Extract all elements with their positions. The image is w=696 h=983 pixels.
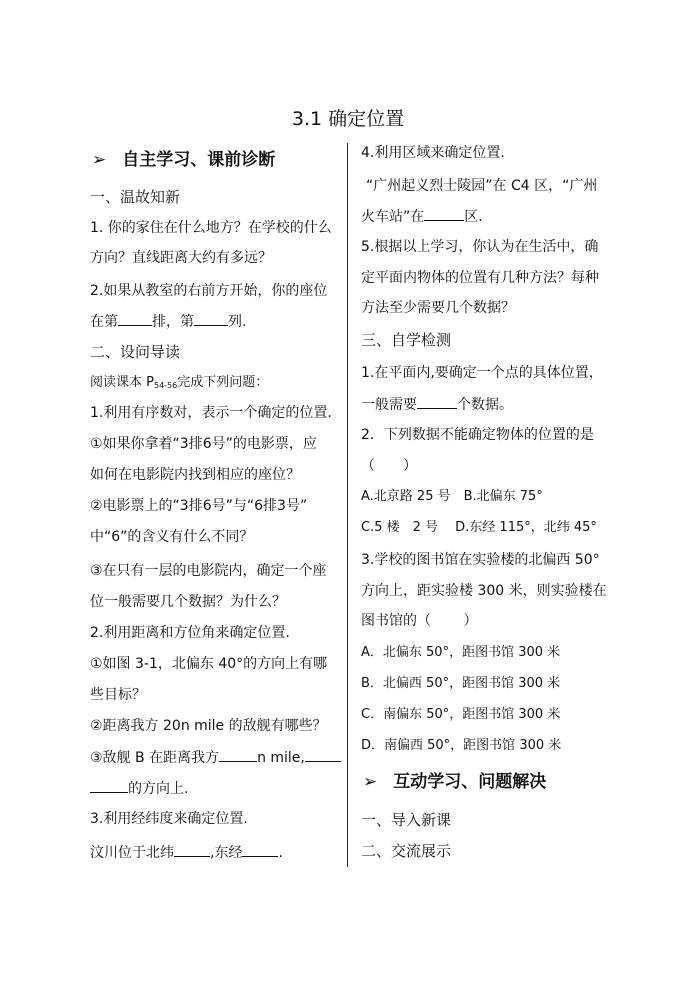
section-heading-interactive: ➢ 互动学习、问题解决 [363, 772, 547, 792]
question-1-line-1: 1. 你的家住在什么地方？在学校的什么 [90, 220, 332, 236]
column-divider [347, 143, 348, 867]
answer-blank[interactable] [305, 747, 341, 762]
question-1-line-2: 方向？直线距离大约有多远？ [90, 250, 272, 266]
check-2-line-2: （ ） [361, 458, 417, 474]
question-2-line-2: 在第 排，第 列. [90, 311, 246, 332]
heading-new-lesson: 一、导入新课 [361, 811, 452, 829]
part-4-a-line-2: 火车站”在 区. [361, 206, 483, 227]
part-1-a-line-1: ①如果你拿着“3排6号”的电影票，应 [90, 436, 317, 452]
check-1-line-2: 一般需要 个数据。 [361, 394, 513, 415]
option-a: A．北偏东 50°，距图书馆 300 米 [361, 645, 561, 660]
part-2-a-line-2: 些目标？ [90, 687, 146, 703]
page-title: 3.1 确定位置 [291, 108, 405, 130]
part-1-title: 1.利用有序数对，表示一个确定的位置. [90, 405, 332, 421]
part-2-b: ②距离我方 20n mile 的敌舰有哪些？ [90, 718, 327, 734]
check-1-line-1: 1.在平面内,要确定一个点的具体位置， [361, 365, 603, 381]
part-5-line-2: 定平面内物体的位置有几种方法？每种 [361, 270, 599, 286]
heading-self-check: 三、自学检测 [361, 331, 452, 349]
part-1-b-line-1: ②电影票上的“3排6号”与“6排3号” [90, 498, 308, 514]
answer-blank[interactable] [219, 747, 257, 762]
part-2-title: 2.利用距离和方位角来确定位置. [90, 625, 290, 641]
part-2-c-line-1: ③敌舰 B 在距离我方 n mile, [90, 747, 341, 768]
question-2-line-1: 2.如果从教室的右前方开始，你的座位 [90, 283, 328, 299]
check-2-options-ab: A.北京路 25 号 B.北偏东 75° [361, 489, 543, 504]
heading-exchange: 二、交流展示 [361, 842, 452, 860]
part-3-title: 3.利用经纬度来确定位置. [90, 811, 248, 827]
reading-instruction: 阅读课本 $P_{54-56}$完成下列问题： [90, 375, 269, 390]
check-3-line-2: 方向上，距实验楼 300 米，则实验楼在 [361, 583, 607, 599]
heading-guide: 二、设问导读 [90, 343, 181, 361]
heading-review: 一、温故知新 [90, 188, 181, 206]
section-heading-self-study: ➢ 自主学习、课前诊断 [92, 150, 276, 170]
part-5-line-3: 方法至少需要几个数据？ [361, 300, 515, 316]
part-2-a-line-1: ①如图 3-1，北偏东 40°的方向上有哪 [90, 656, 328, 672]
part-3-a: 汶川位于北纬 ,东经 . [90, 842, 283, 863]
part-1-c-line-2: 位一般需要几个数据？为什么？ [90, 594, 286, 610]
check-3-line-3: 图书馆的（ ） [361, 613, 478, 629]
part-4-a-line-1: “广州起义烈士陵园”在 C4 区，“广州 [366, 178, 598, 194]
answer-blank[interactable] [424, 206, 464, 221]
option-b: B．北偏西 50°，距图书馆 300 米 [361, 676, 561, 691]
answer-blank[interactable] [194, 311, 228, 326]
part-4-title: 4.利用区域来确定位置. [361, 145, 505, 161]
part-1-c-line-1: ③在只有一层的电影院内，确定一个座 [90, 563, 327, 579]
part-1-b-line-2: 中“6”的含义有什么不同？ [90, 529, 254, 545]
option-d: D．南偏西 50°，距图书馆 300 米 [361, 738, 562, 753]
answer-blank[interactable] [118, 311, 152, 326]
answer-blank[interactable] [242, 842, 278, 857]
answer-blank[interactable] [417, 394, 457, 409]
arrow-icon: ➢ [363, 772, 378, 792]
part-5-line-1: 5.根据以上学习，你认为在生活中，确 [361, 239, 599, 255]
option-c: C．南偏东 50°，距图书馆 300 米 [361, 707, 561, 722]
arrow-icon: ➢ [92, 150, 107, 170]
check-2-options-cd: C.5 楼 2 号 D.东经 115°，北纬 45° [361, 520, 597, 535]
answer-blank[interactable] [90, 778, 128, 793]
check-2-line-1: 2．下列数据不能确定物体的位置的是 [361, 427, 594, 443]
part-2-c-line-2: 的方向上. [90, 778, 188, 799]
check-3-line-1: 3.学校的图书馆在实验楼的北偏西 50° [361, 552, 600, 568]
part-1-a-line-2: 如何在电影院内找到相应的座位？ [90, 467, 300, 483]
answer-blank[interactable] [174, 842, 210, 857]
